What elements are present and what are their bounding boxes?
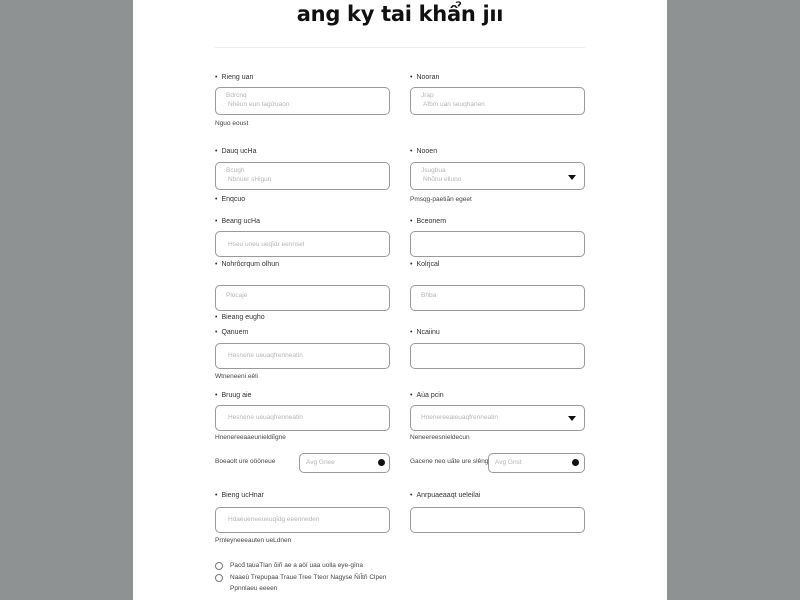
text-input[interactable]: Bhba bbox=[410, 285, 585, 311]
text-input[interactable] bbox=[410, 231, 585, 257]
field-label: • Rieng uan bbox=[215, 74, 254, 81]
help-text: Nguo eoust bbox=[215, 120, 249, 127]
field-label: Gacene neo uấte ure slêng bbox=[410, 458, 489, 465]
field-label: • Bieng ucHnar bbox=[215, 492, 264, 499]
field-label: • Dauq ucHa bbox=[215, 148, 257, 155]
text-input[interactable]: Hseu uneu ueqĩdr eennsel bbox=[215, 231, 390, 257]
field-label: • Ncaiinu bbox=[410, 329, 440, 336]
help-text: Pmsqg-paetiãn egeet bbox=[410, 196, 472, 203]
text-input[interactable]: Bdrcnq Nhêun eun tagửuaon bbox=[215, 87, 390, 115]
help-text: • Bieang eugho bbox=[215, 314, 265, 321]
select-dropdown[interactable]: Hnenereeaieuaqfrenneatin bbox=[410, 405, 585, 431]
title-divider bbox=[215, 47, 585, 48]
field-label: • Nooen bbox=[410, 148, 438, 155]
help-text: • Enqcuo bbox=[215, 196, 246, 203]
field-label: • Qanuem bbox=[215, 329, 249, 336]
field-label: • Beang ucHa bbox=[215, 218, 260, 225]
text-input[interactable]: Hdaeueneeueuqĩdg eeenneden bbox=[215, 507, 390, 533]
help-text: Prnleyneeeauten ueLdnen bbox=[215, 537, 292, 544]
text-input[interactable]: Plocaje bbox=[215, 285, 390, 311]
help-text: Neneereesnieldecun bbox=[410, 434, 470, 441]
consent-radio[interactable] bbox=[215, 574, 223, 582]
text-input[interactable]: Hesnene ueuaqfrenneatin bbox=[215, 405, 390, 431]
field-label: Boeaolt ure oööneue bbox=[215, 458, 276, 465]
page-title: ang ky tai khẩn jıı bbox=[296, 2, 504, 26]
text-input[interactable]: Jrap Afbm uan seuqhanen bbox=[410, 87, 585, 115]
field-label: • Bceonem bbox=[410, 218, 447, 225]
consent-text-line2: Ppnnlaeu eeeen bbox=[230, 585, 278, 592]
select-input[interactable]: Avg Gnee bbox=[299, 453, 390, 473]
field-label: • Nooran bbox=[410, 74, 440, 81]
consent-text: Naaeû Trepupaa Traue Tree Tteor Nagyse ÑiĨtñ Clpen bbox=[230, 574, 387, 581]
registration-panel bbox=[133, 0, 667, 600]
text-input[interactable]: Bcugh Nbnuer sHigun bbox=[215, 162, 390, 190]
select-dropdown[interactable]: Jsugbua Nhõnu eliuno bbox=[410, 162, 585, 190]
field-label: • Nohrôcrqum olhun bbox=[215, 261, 280, 268]
text-input[interactable]: Hesnene ueuaqfrenneatin bbox=[215, 343, 390, 369]
chevron-down-icon bbox=[568, 175, 576, 180]
consent-text: Pacđ tauaTlan õiñ ae a aöï uaa uolla eye-gïna bbox=[230, 562, 363, 569]
field-label: • Aùa pcin bbox=[410, 392, 444, 399]
help-text: Wtneneeni eêli bbox=[215, 373, 258, 380]
dropdown-dot-icon bbox=[378, 459, 385, 466]
field-label: • Anrpuaeaaqt ueleilai bbox=[410, 492, 481, 499]
text-input[interactable] bbox=[410, 343, 585, 369]
field-label: • Bruug aie bbox=[215, 392, 252, 399]
help-text: Hnenereeaaeunieldiĩgne bbox=[215, 434, 286, 441]
consent-radio[interactable] bbox=[215, 562, 223, 570]
chevron-down-icon bbox=[568, 416, 576, 421]
select-input[interactable]: Avg Gnst bbox=[488, 453, 585, 473]
text-input[interactable] bbox=[410, 507, 585, 533]
field-label: • Kolrjcal bbox=[410, 261, 440, 268]
dropdown-dot-icon bbox=[572, 459, 579, 466]
